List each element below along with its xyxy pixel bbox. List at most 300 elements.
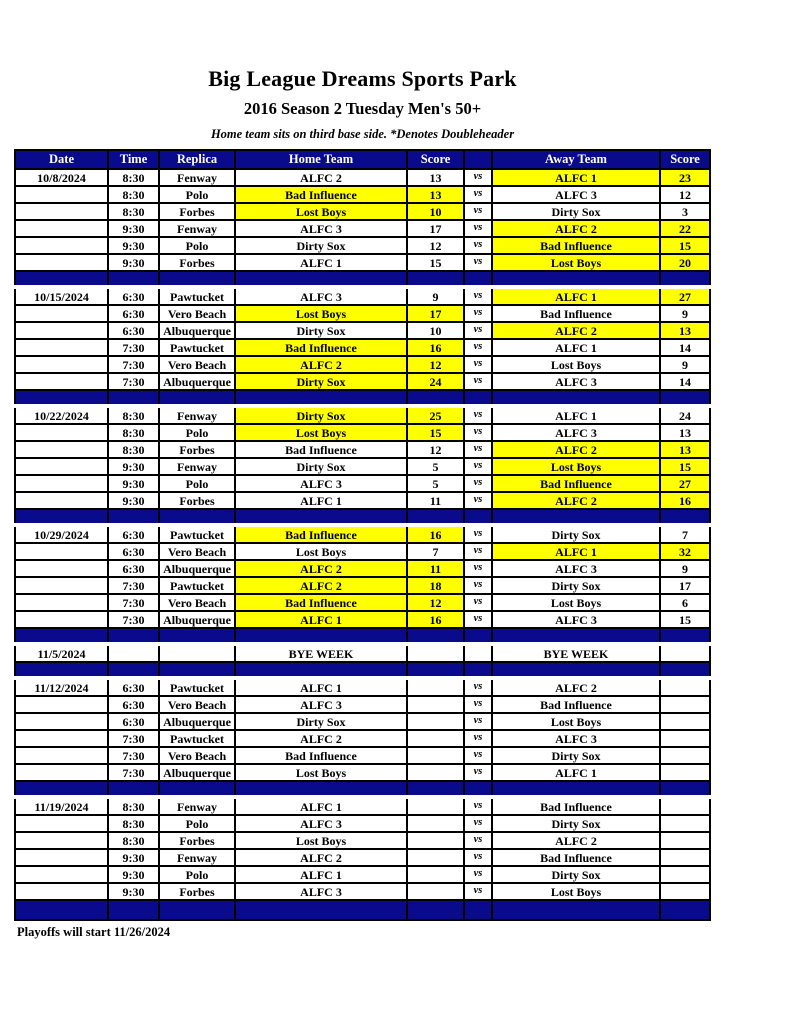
time-cell: 7:30	[107, 731, 158, 746]
away-score-cell: 15	[659, 238, 711, 253]
home-score-cell	[406, 816, 463, 831]
time-cell: 8:30	[107, 799, 158, 814]
away-score-cell: 14	[659, 340, 711, 355]
replica-cell: Fenway	[158, 459, 234, 474]
vs-cell: vs	[463, 544, 491, 559]
date-block	[14, 289, 711, 391]
replica-cell: Polo	[158, 187, 234, 202]
header-cell-away-team: Away Team	[491, 151, 659, 168]
date-cell	[14, 221, 107, 236]
away-team-cell: ALFC 1	[491, 170, 659, 185]
separator-cell	[107, 629, 158, 642]
home-score-cell: 18	[406, 578, 463, 593]
away-team-cell: ALFC 3	[491, 425, 659, 440]
playoffs-note: Playoffs will start 11/26/2024	[17, 925, 171, 939]
away-team-cell: Lost Boys	[491, 595, 659, 610]
game-row	[14, 816, 711, 833]
schedule-sheet	[14, 0, 711, 940]
away-score-cell: 15	[659, 459, 711, 474]
home-team-cell: ALFC 3	[234, 289, 406, 304]
separator-cell	[158, 663, 234, 676]
season-subtitle: 2016 Season 2 Tuesday Men's 50+	[243, 99, 482, 118]
separator-cell	[14, 272, 107, 285]
away-team-cell: ALFC 2	[491, 833, 659, 848]
vs-cell: vs	[463, 493, 491, 508]
home-team-cell: ALFC 2	[234, 850, 406, 865]
date-cell	[14, 714, 107, 729]
vs-cell: vs	[463, 680, 491, 695]
date-cell	[14, 442, 107, 457]
time-cell: 7:30	[107, 357, 158, 372]
home-score-cell: 13	[406, 187, 463, 202]
away-score-cell: 32	[659, 544, 711, 559]
game-row	[14, 680, 711, 697]
separator-cell	[491, 901, 659, 919]
game-row	[14, 374, 711, 391]
time-cell: 8:30	[107, 442, 158, 457]
separator-cell	[491, 629, 659, 642]
header-cell-date: Date	[14, 151, 107, 168]
home-score-cell: 17	[406, 221, 463, 236]
date-block	[14, 799, 711, 901]
home-score-cell	[406, 850, 463, 865]
game-row	[14, 442, 711, 459]
home-team-cell: Bad Influence	[234, 187, 406, 202]
replica-cell: Albuquerque	[158, 374, 234, 389]
separator-cell	[406, 391, 463, 404]
separator-cell	[107, 663, 158, 676]
home-score-cell: 10	[406, 323, 463, 338]
game-row	[14, 255, 711, 272]
vs-cell: vs	[463, 170, 491, 185]
header-cell-vs	[463, 151, 491, 168]
home-team-cell: Bad Influence	[234, 340, 406, 355]
separator-cell	[14, 629, 107, 642]
table-header-row	[14, 149, 711, 170]
vs-cell: vs	[463, 884, 491, 899]
away-team-cell: ALFC 1	[491, 765, 659, 780]
away-score-cell: 13	[659, 425, 711, 440]
away-score-cell	[659, 731, 711, 746]
time-cell: 9:30	[107, 493, 158, 508]
date-cell: 10/29/2024	[14, 527, 107, 542]
date-cell	[14, 833, 107, 848]
separator-cell	[107, 391, 158, 404]
home-score-cell: 15	[406, 255, 463, 270]
time-cell: 7:30	[107, 595, 158, 610]
separator-cell	[406, 510, 463, 523]
separator-cell	[158, 629, 234, 642]
vs-cell: vs	[463, 255, 491, 270]
separator-cell	[234, 510, 406, 523]
separator-cell	[406, 663, 463, 676]
home-team-cell: ALFC 1	[234, 680, 406, 695]
away-team-cell: ALFC 3	[491, 374, 659, 389]
vs-cell: vs	[463, 714, 491, 729]
vs-cell: vs	[463, 323, 491, 338]
game-row	[14, 612, 711, 629]
away-team-cell: ALFC 2	[491, 442, 659, 457]
separator-cell	[463, 782, 491, 795]
game-row	[14, 578, 711, 595]
away-score-cell	[659, 850, 711, 865]
replica-cell: Vero Beach	[158, 595, 234, 610]
away-score-cell: 13	[659, 323, 711, 338]
separator-cell	[14, 782, 107, 795]
separator-cell	[158, 510, 234, 523]
time-cell: 9:30	[107, 850, 158, 865]
home-team-cell: ALFC 3	[234, 697, 406, 712]
replica-cell: Fenway	[158, 221, 234, 236]
date-cell	[14, 255, 107, 270]
home-score-cell: 12	[406, 595, 463, 610]
home-team-cell: ALFC 1	[234, 867, 406, 882]
time-cell: 9:30	[107, 867, 158, 882]
game-row	[14, 731, 711, 748]
away-team-cell: Dirty Sox	[491, 867, 659, 882]
replica-cell: Pawtucket	[158, 289, 234, 304]
replica-cell: Pawtucket	[158, 340, 234, 355]
vs-cell: vs	[463, 187, 491, 202]
home-score-cell: 16	[406, 612, 463, 627]
away-team-cell: ALFC 2	[491, 493, 659, 508]
separator-cell	[491, 272, 659, 285]
away-score-cell	[659, 646, 711, 661]
separator-cell	[14, 510, 107, 523]
date-cell	[14, 748, 107, 763]
separator-cell	[463, 629, 491, 642]
date-cell	[14, 306, 107, 321]
header-cell-time: Time	[107, 151, 158, 168]
replica-cell: Forbes	[158, 884, 234, 899]
home-score-cell	[406, 765, 463, 780]
away-team-cell: ALFC 1	[491, 408, 659, 423]
bottom-bar	[14, 901, 711, 921]
time-cell: 6:30	[107, 561, 158, 576]
time-cell: 8:30	[107, 816, 158, 831]
away-score-cell: 9	[659, 306, 711, 321]
time-cell: 8:30	[107, 833, 158, 848]
home-score-cell: 12	[406, 442, 463, 457]
away-team-cell: Dirty Sox	[491, 578, 659, 593]
away-score-cell: 22	[659, 221, 711, 236]
away-team-cell: ALFC 3	[491, 612, 659, 627]
away-score-cell: 27	[659, 289, 711, 304]
vs-cell: vs	[463, 204, 491, 219]
game-row	[14, 714, 711, 731]
separator-cell	[463, 663, 491, 676]
date-cell	[14, 238, 107, 253]
away-score-cell: 23	[659, 170, 711, 185]
separator-cell	[463, 391, 491, 404]
game-row	[14, 493, 711, 510]
date-cell	[14, 731, 107, 746]
home-team-cell: Dirty Sox	[234, 323, 406, 338]
time-cell: 7:30	[107, 340, 158, 355]
home-team-cell: ALFC 1	[234, 612, 406, 627]
replica-cell: Pawtucket	[158, 731, 234, 746]
away-score-cell	[659, 884, 711, 899]
separator-row	[14, 391, 711, 404]
date-cell	[14, 187, 107, 202]
page-title: Big League Dreams Sports Park	[208, 66, 517, 91]
vs-cell: vs	[463, 459, 491, 474]
separator-cell	[14, 391, 107, 404]
vs-cell: vs	[463, 799, 491, 814]
separator-cell	[491, 663, 659, 676]
date-cell	[14, 867, 107, 882]
home-team-cell: ALFC 3	[234, 476, 406, 491]
away-score-cell: 9	[659, 561, 711, 576]
separator-row	[14, 663, 711, 676]
home-score-cell	[406, 714, 463, 729]
home-team-cell: Bad Influence	[234, 595, 406, 610]
separator-cell	[659, 663, 711, 676]
time-cell: 7:30	[107, 748, 158, 763]
home-score-cell: 24	[406, 374, 463, 389]
home-team-cell: Bad Influence	[234, 442, 406, 457]
replica-cell: Vero Beach	[158, 544, 234, 559]
date-block	[14, 408, 711, 510]
separator-cell	[107, 272, 158, 285]
home-team-cell: Dirty Sox	[234, 374, 406, 389]
replica-cell: Albuquerque	[158, 714, 234, 729]
home-team-cell: Bad Influence	[234, 527, 406, 542]
replica-cell: Pawtucket	[158, 680, 234, 695]
home-score-cell: 17	[406, 306, 463, 321]
separator-cell	[406, 901, 463, 919]
away-score-cell	[659, 680, 711, 695]
home-score-cell: 12	[406, 238, 463, 253]
replica-cell: Forbes	[158, 493, 234, 508]
away-team-cell: Dirty Sox	[491, 527, 659, 542]
home-score-cell: 5	[406, 459, 463, 474]
date-cell	[14, 323, 107, 338]
home-score-cell	[406, 646, 463, 661]
home-team-cell: Dirty Sox	[234, 408, 406, 423]
separator-cell	[491, 510, 659, 523]
home-team-cell: Lost Boys	[234, 765, 406, 780]
time-cell: 9:30	[107, 476, 158, 491]
replica-cell: Albuquerque	[158, 323, 234, 338]
date-cell: 11/12/2024	[14, 680, 107, 695]
home-score-cell: 10	[406, 204, 463, 219]
game-row	[14, 357, 711, 374]
vs-cell: vs	[463, 595, 491, 610]
time-cell: 6:30	[107, 289, 158, 304]
home-score-cell	[406, 833, 463, 848]
time-cell: 7:30	[107, 765, 158, 780]
date-cell	[14, 476, 107, 491]
away-team-cell: Lost Boys	[491, 357, 659, 372]
away-team-cell: Dirty Sox	[491, 204, 659, 219]
date-cell	[14, 493, 107, 508]
separator-cell	[158, 901, 234, 919]
away-team-cell: ALFC 3	[491, 187, 659, 202]
date-cell	[14, 357, 107, 372]
away-team-cell: ALFC 2	[491, 323, 659, 338]
date-cell	[14, 374, 107, 389]
date-cell	[14, 612, 107, 627]
separator-cell	[659, 391, 711, 404]
away-score-cell: 27	[659, 476, 711, 491]
replica-cell: Pawtucket	[158, 527, 234, 542]
vs-cell: vs	[463, 833, 491, 848]
time-cell	[107, 646, 158, 661]
separator-cell	[491, 782, 659, 795]
away-team-cell: Bad Influence	[491, 697, 659, 712]
replica-cell: Albuquerque	[158, 612, 234, 627]
home-score-cell: 25	[406, 408, 463, 423]
bye-week-row	[14, 646, 711, 663]
time-cell: 6:30	[107, 323, 158, 338]
separator-cell	[234, 782, 406, 795]
game-row	[14, 306, 711, 323]
home-score-cell: 9	[406, 289, 463, 304]
home-team-cell: Lost Boys	[234, 544, 406, 559]
replica-cell: Vero Beach	[158, 697, 234, 712]
separator-row	[14, 272, 711, 285]
game-row	[14, 425, 711, 442]
time-cell: 6:30	[107, 697, 158, 712]
home-team-cell: ALFC 1	[234, 799, 406, 814]
separator-cell	[463, 901, 491, 919]
time-cell: 6:30	[107, 527, 158, 542]
away-score-cell	[659, 833, 711, 848]
game-row	[14, 289, 711, 306]
header-cell-home-team: Home Team	[234, 151, 406, 168]
time-cell: 8:30	[107, 425, 158, 440]
replica-cell: Pawtucket	[158, 578, 234, 593]
home-score-cell: 12	[406, 357, 463, 372]
home-team-cell: ALFC 1	[234, 493, 406, 508]
vs-cell: vs	[463, 442, 491, 457]
date-cell: 10/22/2024	[14, 408, 107, 423]
vs-cell: vs	[463, 731, 491, 746]
away-team-cell: ALFC 1	[491, 289, 659, 304]
game-row	[14, 527, 711, 544]
separator-cell	[234, 901, 406, 919]
away-team-cell: Lost Boys	[491, 255, 659, 270]
away-score-cell	[659, 799, 711, 814]
home-score-cell: 16	[406, 340, 463, 355]
vs-cell: vs	[463, 357, 491, 372]
time-cell: 8:30	[107, 170, 158, 185]
time-cell: 6:30	[107, 544, 158, 559]
away-score-cell: 17	[659, 578, 711, 593]
vs-cell: vs	[463, 238, 491, 253]
time-cell: 6:30	[107, 680, 158, 695]
home-score-cell: 15	[406, 425, 463, 440]
separator-cell	[234, 272, 406, 285]
away-score-cell: 15	[659, 612, 711, 627]
separator-cell	[659, 782, 711, 795]
separator-cell	[234, 391, 406, 404]
replica-cell: Albuquerque	[158, 561, 234, 576]
separator-cell	[107, 782, 158, 795]
away-team-cell: Dirty Sox	[491, 748, 659, 763]
date-cell	[14, 850, 107, 865]
time-cell: 9:30	[107, 221, 158, 236]
header-cell-replica: Replica	[158, 151, 234, 168]
vs-cell: vs	[463, 561, 491, 576]
home-score-cell: 11	[406, 561, 463, 576]
date-cell	[14, 340, 107, 355]
away-team-cell: Lost Boys	[491, 884, 659, 899]
vs-cell: vs	[463, 748, 491, 763]
home-score-cell	[406, 748, 463, 763]
date-cell	[14, 459, 107, 474]
home-team-cell: Lost Boys	[234, 425, 406, 440]
separator-row	[14, 510, 711, 523]
separator-cell	[463, 510, 491, 523]
vs-cell: vs	[463, 816, 491, 831]
date-cell	[14, 595, 107, 610]
time-cell: 9:30	[107, 884, 158, 899]
home-score-cell	[406, 884, 463, 899]
away-team-cell: ALFC 2	[491, 221, 659, 236]
bye-week-away-cell: BYE WEEK	[491, 646, 659, 661]
vs-cell: vs	[463, 612, 491, 627]
home-score-cell	[406, 731, 463, 746]
date-block	[14, 680, 711, 782]
time-cell: 8:30	[107, 187, 158, 202]
home-team-cell: ALFC 1	[234, 255, 406, 270]
game-row	[14, 867, 711, 884]
away-team-cell: Lost Boys	[491, 459, 659, 474]
time-cell: 7:30	[107, 374, 158, 389]
game-row	[14, 561, 711, 578]
separator-cell	[659, 272, 711, 285]
date-cell	[14, 544, 107, 559]
replica-cell: Vero Beach	[158, 357, 234, 372]
time-cell: 9:30	[107, 459, 158, 474]
away-team-cell: Bad Influence	[491, 306, 659, 321]
date-cell	[14, 765, 107, 780]
vs-cell: vs	[463, 289, 491, 304]
separator-cell	[659, 901, 711, 919]
away-team-cell: Bad Influence	[491, 476, 659, 491]
time-cell: 9:30	[107, 255, 158, 270]
replica-cell: Polo	[158, 867, 234, 882]
vs-cell: vs	[463, 867, 491, 882]
game-row	[14, 476, 711, 493]
vs-cell: vs	[463, 425, 491, 440]
home-score-cell: 11	[406, 493, 463, 508]
away-team-cell: ALFC 1	[491, 340, 659, 355]
game-row	[14, 323, 711, 340]
date-cell	[14, 697, 107, 712]
away-score-cell: 13	[659, 442, 711, 457]
home-team-cell: Dirty Sox	[234, 714, 406, 729]
replica-cell: Albuquerque	[158, 765, 234, 780]
home-team-cell: ALFC 3	[234, 884, 406, 899]
game-row	[14, 408, 711, 425]
separator-cell	[463, 272, 491, 285]
separator-cell	[406, 782, 463, 795]
separator-cell	[406, 272, 463, 285]
away-team-cell: ALFC 3	[491, 561, 659, 576]
home-team-cell: ALFC 2	[234, 561, 406, 576]
date-cell: 11/5/2024	[14, 646, 107, 661]
game-row	[14, 170, 711, 187]
separator-cell	[491, 391, 659, 404]
date-cell	[14, 816, 107, 831]
home-score-cell: 16	[406, 527, 463, 542]
vs-cell: vs	[463, 578, 491, 593]
game-row	[14, 799, 711, 816]
date-cell: 10/8/2024	[14, 170, 107, 185]
